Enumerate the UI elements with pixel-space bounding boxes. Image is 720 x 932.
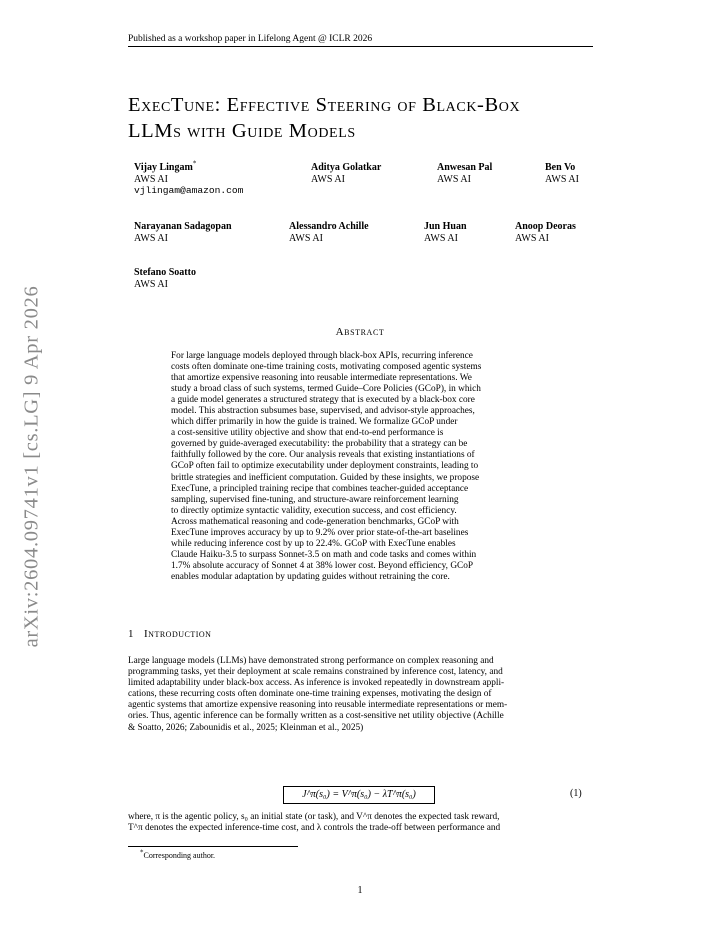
paper-title <box>128 92 598 144</box>
footnote-text: Corresponding author. <box>143 851 216 860</box>
abstract-heading: Abstract <box>335 326 385 338</box>
author-block <box>134 221 232 244</box>
abstract-line: while reducing inference cost by up to 22.4%. GCoP with ExecTune enables <box>171 538 456 549</box>
abstract-line: a cost-sensitive utility objective and show that end-to-end performance is <box>171 428 444 439</box>
author-block <box>515 221 576 244</box>
intro-paragraph <box>128 656 594 734</box>
intro-line: & Soatto, 2026; Zabounidis et al., 2025; Kleinman et al., 2025) <box>128 722 364 733</box>
intro-line: programming tasks, yet their deployment at scale remains constrained by inference cost, latency, and <box>128 667 503 678</box>
intro-line: Large language models (LLMs) have demonstrated strong performance on complex reasoning and <box>128 656 494 666</box>
author-name: Aditya Golatkar <box>311 162 382 173</box>
author-affiliation: AWS AI <box>289 232 323 244</box>
equation-number: (1) <box>570 788 582 799</box>
abstract-line: For large language models deployed through black-box APIs, recurring inference <box>171 351 473 361</box>
footnote <box>140 848 216 860</box>
author-block <box>134 159 244 197</box>
intro-line: ories. Thus, agentic inference can be formally written as a cost-sensitive net utility objective (Achille <box>128 711 504 722</box>
section-title: Introduction <box>144 628 212 640</box>
title-line-1: ExecTune: Effective Steering of Black-Box <box>128 94 521 116</box>
page-number: 1 <box>357 885 363 896</box>
author-email[interactable]: vjlingam@amazon.com <box>134 185 244 196</box>
abstract-line: Claude Haiku-3.5 to surpass Sonnet-3.5 on math and code tasks and comes within <box>171 549 477 560</box>
abstract-line: to directly optimize syntactic validity, execution success, and cost efficiency. <box>171 505 457 516</box>
author-affiliation: AWS AI <box>545 173 579 185</box>
running-header: Published as a workshop paper in Lifelong Agent @ ICLR 2026 <box>128 34 373 44</box>
author-affiliation: AWS AI <box>424 232 458 244</box>
author-block <box>424 221 467 244</box>
author-affiliation: AWS AI <box>134 232 168 244</box>
author-block <box>437 162 492 185</box>
body-line: where, π is the agentic policy, s₀ an initial state (or task), and V^π denotes the expected task reward, <box>128 812 500 822</box>
author-name: Vijay Lingam* <box>134 159 197 173</box>
abstract-line: enables modular adaptation by updating guides without retraining the core. <box>171 571 450 582</box>
author-name: Anwesan Pal <box>437 162 493 173</box>
abstract-line: that amortize expensive reasoning into reusable intermediate representations. We <box>171 373 472 384</box>
footnote-mark: * <box>140 848 144 857</box>
abstract-line: governed by guide-averaged executability: the probability that a strategy can be <box>171 439 468 450</box>
header-rule <box>128 46 593 47</box>
author-name: Jun Huan <box>424 221 467 232</box>
abstract-line: model. This abstraction subsumes base, supervised, and advisor-style approaches, <box>171 406 475 417</box>
author-name: Alessandro Achille <box>289 221 369 232</box>
footnote-rule <box>128 846 298 847</box>
intro-line: agentic systems that amortize expensive reasoning into reusable intermediate representations or mem- <box>128 700 508 711</box>
abstract-line: ExecTune improves accuracy by up to 9.2% over prior state-of-the-art baselines <box>171 527 469 538</box>
section-number: 1 <box>128 628 134 640</box>
section-heading <box>128 628 211 640</box>
author-affiliation: AWS AI <box>515 232 549 244</box>
author-name: Ben Vo <box>545 162 576 173</box>
abstract-line: GCoP often fail to optimize executability under deployment constraints, leading to <box>171 461 479 472</box>
abstract-line: sampling, supervised fine-tuning, and structure-aware reinforcement learning <box>171 494 459 505</box>
author-affiliation: AWS AI <box>311 173 345 185</box>
author-affiliation: AWS AI <box>134 278 168 290</box>
abstract-line: brittle strategies and inefficient computation. Guided by these insights, we propose <box>171 472 480 483</box>
abstract-body <box>171 351 551 583</box>
intro-line: cations, these recurring costs often dominate one-time training expenses, motivating the design of <box>128 689 492 700</box>
author-block <box>289 221 369 244</box>
intro-line: limited adaptability under black-box access. As inference is invoked repeatedly in downstream appli- <box>128 678 505 689</box>
author-name: Narayanan Sadagopan <box>134 221 232 232</box>
arxiv-stamp <box>0 0 64 932</box>
body-line: T^π denotes the expected inference-time cost, and λ controls the trade-off between performance and <box>128 823 501 834</box>
author-affiliation: AWS AI <box>437 173 471 185</box>
abstract-line: ExecTune, a principled training recipe that combines teacher-guided acceptance <box>171 483 469 494</box>
abstract-line: study a broad class of such systems, termed Guide–Core Policies (GCoP), in which <box>171 384 481 395</box>
title-line-2: LLMs with Guide Models <box>128 120 356 142</box>
post-equation-paragraph <box>128 812 594 834</box>
equation-box: J^π(s₀) = V^π(s₀) − λT^π(s₀) <box>283 786 435 804</box>
abstract-line: a guide model generates a structured strategy that is executed by a black-box core <box>171 395 475 406</box>
author-block <box>134 267 196 290</box>
author-name: Stefano Soatto <box>134 267 196 278</box>
abstract-line: Across mathematical reasoning and code-generation benchmarks, GCoP with <box>171 516 459 527</box>
abstract-line: faithfully followed by the core. Our analysis reveals that existing instantiations of <box>171 450 475 461</box>
author-affiliation: AWS AI <box>134 173 168 185</box>
author-block <box>311 162 381 185</box>
abstract-line: 1.7% absolute accuracy of Sonnet 4 at 38% lower cost. Beyond efficiency, GCoP <box>171 560 474 571</box>
abstract-line: which differ primarily in how the guide is trained. We formalize GCoP under <box>171 417 458 428</box>
abstract-line: costs often dominate one-time training costs, motivating composed agentic systems <box>171 362 482 373</box>
author-name: Anoop Deoras <box>515 221 576 232</box>
author-block <box>545 162 579 185</box>
arxiv-id: arXiv:2604.09741v1 [cs.LG] 9 Apr 2026 <box>20 285 43 647</box>
